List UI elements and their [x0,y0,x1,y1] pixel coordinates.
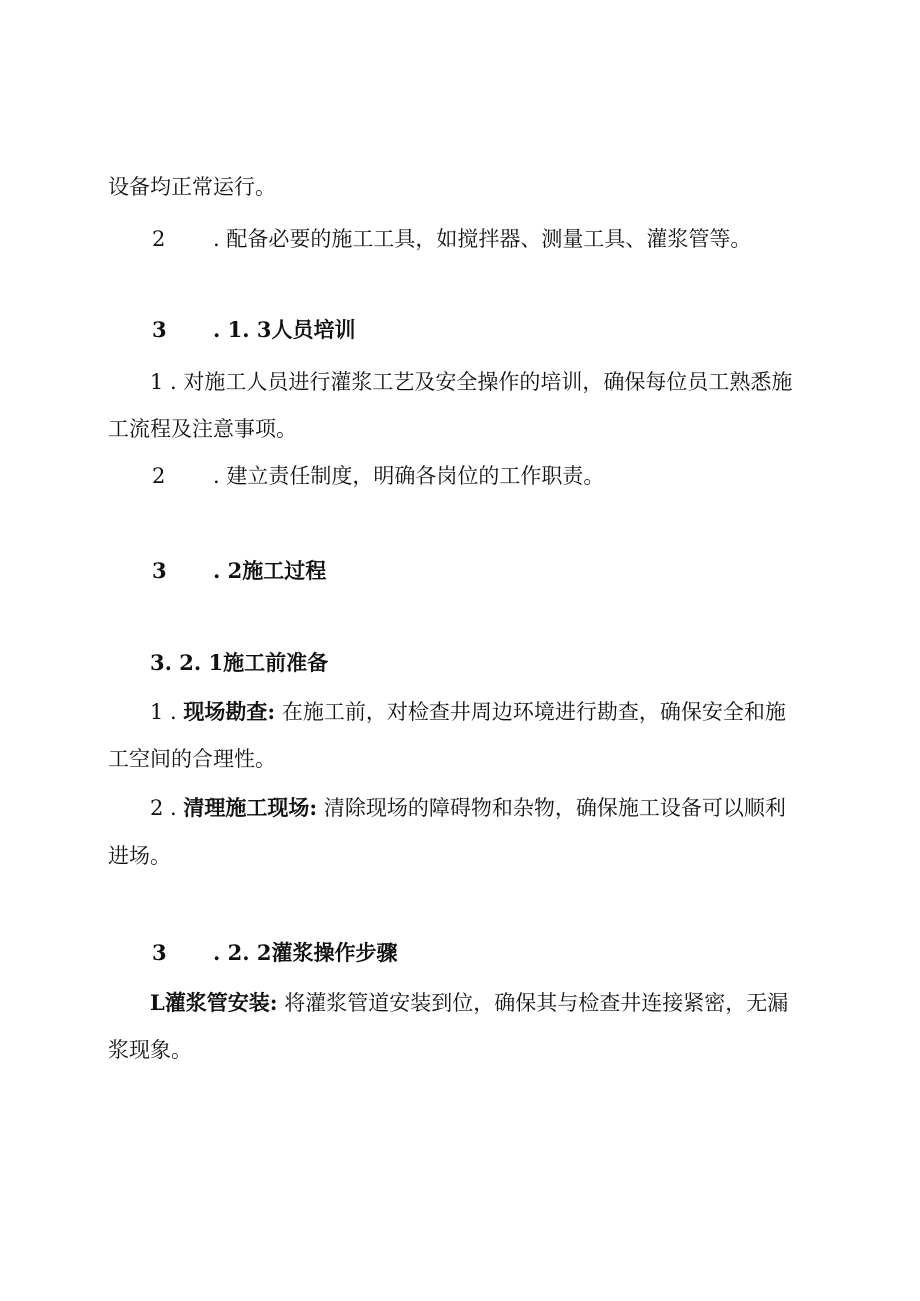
section-number: 3 [152,317,167,342]
paragraph-line: 进场。 [108,844,171,868]
paragraph-line: 工空间的合理性。 [108,747,276,771]
item-text: 将灌浆管道安装到位，确保其与检查井连接紧密，无漏 [277,991,789,1015]
paragraph-line [150,793,786,823]
list-number: 2 [152,464,166,488]
list-item-text: . 配备必要的施工工具，如搅拌器、测量工具、灌浆管等。 [213,227,752,251]
paragraph-line: 工流程及注意事项。 [108,417,297,441]
paragraph-line [150,697,786,727]
item-text: 在施工前，对检查井周边环境进行勘查，确保安全和施 [275,700,786,724]
item-text: 清除现场的障碍物和杂物，确保施工设备可以顺利 [317,796,786,820]
section-heading: . 1. 3人员培训 [213,317,356,342]
item-prefix: 1 . [150,700,184,724]
section-heading: . 2施工过程 [213,558,327,583]
paragraph-line [150,988,788,1018]
section-number: 3 [152,940,167,965]
paragraph-line: 1 . 对施工人员进行灌浆工艺及安全操作的培训，确保每位员工熟悉施 [150,370,793,394]
item-label: 现场勘查: [183,699,276,724]
item-label: 清理施工现场: [183,795,318,820]
item-label: L灌浆管安装: [150,990,278,1015]
item-prefix: 2 . [150,796,184,820]
section-number: 3 [152,558,167,583]
subsection-heading: 3. 2. 1施工前准备 [150,650,329,675]
list-item-text: . 建立责任制度，明确各岗位的工作职责。 [213,464,605,488]
paragraph-line: 浆现象。 [108,1038,192,1062]
paragraph-line: 设备均正常运行。 [108,175,276,199]
subsection-heading: . 2. 2灌浆操作步骤 [213,940,398,965]
list-number: 2 [152,227,166,251]
